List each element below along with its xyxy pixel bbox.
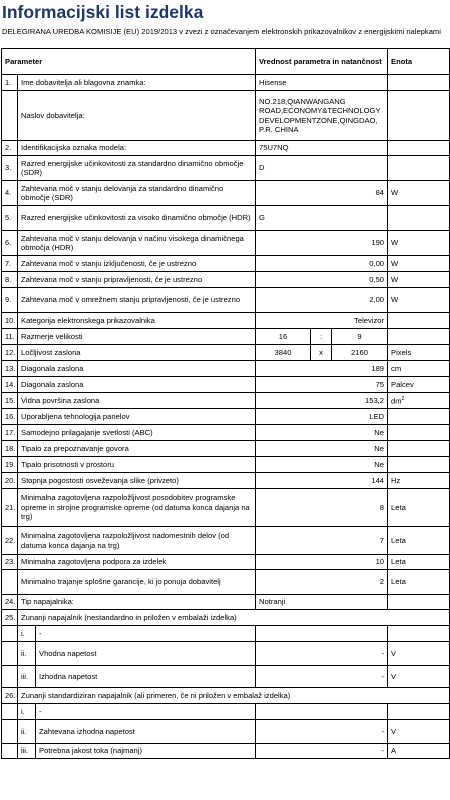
table-row	[2, 231, 450, 256]
subrow-label: Potrebna jakost toka (najmanj)	[36, 744, 256, 759]
row-label: Minimalna zagotovljena razpoložljivost posodobitev programske opreme in strojne programske opreme (od datuma konca dajanja na trg)	[18, 489, 256, 527]
row-unit	[388, 457, 450, 473]
row-number: 23.	[2, 555, 18, 570]
row-unit	[388, 595, 450, 610]
subrow-number: i.	[18, 704, 36, 720]
row-number: 17.	[2, 425, 18, 441]
row-label: Identifikacijska oznaka modela:	[18, 141, 256, 156]
table-row	[2, 377, 450, 393]
row-unit: Palcev	[388, 377, 450, 393]
row-label: Stopnja pogostosti osveževanja slike (privzeto)	[18, 473, 256, 489]
table-row	[2, 91, 450, 141]
row-number: 25.	[2, 610, 18, 626]
row-label: Razred energijske učinkovitosti za visoko dinamično območje (HDR)	[18, 206, 256, 231]
row-number: 12.	[2, 345, 18, 361]
row-unit: W	[388, 272, 450, 288]
row-value: 0,00	[256, 256, 388, 272]
row-number	[2, 744, 18, 759]
row-unit: W	[388, 181, 450, 206]
row-label: Minimalna zagotovljena razpoložljivost nadomestnih delov (od datuma konca dajanja na trg)	[18, 527, 256, 555]
table-row	[2, 489, 450, 527]
subrow-number: i.	[18, 626, 36, 642]
row-unit	[388, 91, 450, 141]
table-row	[2, 527, 450, 555]
row-label: Razmerje velikosti	[18, 329, 256, 345]
unit-text: dm	[391, 396, 402, 406]
row-number: 4.	[2, 181, 18, 206]
table-row	[2, 156, 450, 181]
row-number: 2.	[2, 141, 18, 156]
subrow-value	[256, 704, 388, 720]
row-number: 26.	[2, 688, 18, 704]
row-unit: Pixels	[388, 345, 450, 361]
table-row	[2, 595, 450, 610]
subrow-number: ii.	[18, 642, 36, 666]
table-row	[2, 206, 450, 231]
subrow-value: -	[256, 666, 388, 688]
table-row	[2, 75, 450, 91]
table-row	[2, 441, 450, 457]
row-label: Tipalo prisotnosti v prostoru	[18, 457, 256, 473]
row-label: Zunanji standardiziran napajalnik (ali primeren, če ni priložen v embalaž izdelka)	[18, 688, 450, 704]
subrow-value: -	[256, 720, 388, 744]
row-number	[2, 91, 18, 141]
row-label: Tipalo za prepoznavanje govora	[18, 441, 256, 457]
table-row	[2, 288, 450, 313]
table-row	[2, 688, 450, 704]
row-value: 0,50	[256, 272, 388, 288]
row-label: Zahtevana moč v stanju delovanja v načinu visokega dinamičnega območja (HDR)	[18, 231, 256, 256]
row-number: 3.	[2, 156, 18, 181]
row-number: 7.	[2, 256, 18, 272]
row-value: LED	[256, 409, 388, 425]
row-label: Ločljivost zaslona	[18, 345, 256, 361]
row-unit	[388, 393, 450, 409]
subrow-number: ii.	[18, 720, 36, 744]
row-label: Zahtevana moč v stanju pripravljenosti, če je ustrezno	[18, 272, 256, 288]
product-info-table	[1, 48, 450, 759]
page-title: Informacijski list izdelka	[2, 2, 204, 22]
unit-superscript: 2	[401, 395, 405, 402]
subrow-label: Vhodna napetost	[36, 642, 256, 666]
row-number: 6.	[2, 231, 18, 256]
row-value: 8	[256, 489, 388, 527]
row-unit: W	[388, 231, 450, 256]
row-unit: Leta	[388, 570, 450, 595]
header-value: Vrednost parametra in natančnost	[256, 49, 388, 75]
row-unit: Leta	[388, 489, 450, 527]
table-row	[2, 141, 450, 156]
row-value: Notranji	[256, 595, 388, 610]
aspect-width: 16	[256, 329, 311, 345]
row-value: G	[256, 206, 388, 231]
table-subrow	[2, 626, 450, 642]
row-unit: W	[388, 288, 450, 313]
row-unit: Hz	[388, 473, 450, 489]
row-unit: Leta	[388, 555, 450, 570]
row-number	[2, 666, 18, 688]
table-row	[2, 313, 450, 329]
row-label: Zahtevana moč v omrežnem stanju pripravljenosti, če je ustrezno	[18, 288, 256, 313]
row-label: Vidna površina zaslona	[18, 393, 256, 409]
subrow-unit	[388, 626, 450, 642]
header-parameter: Parameter	[2, 49, 256, 75]
table-subrow	[2, 666, 450, 688]
table-subrow	[2, 704, 450, 720]
row-value: 2,00	[256, 288, 388, 313]
table-row	[2, 181, 450, 206]
row-label: Minimalno trajanje splošne garancije, ki jo ponuja dobavitelj	[18, 570, 256, 595]
row-label: Diagonala zaslona	[18, 361, 256, 377]
table-subrow	[2, 744, 450, 759]
row-value: NO.218,QIANWANGANG ROAD,ECONOMY&TECHNOLOGY DEVELOPMENTZONE,QINGDAO, P.R. CHINA	[256, 91, 388, 141]
row-number: 22.	[2, 527, 18, 555]
row-value: Ne	[256, 441, 388, 457]
row-unit	[388, 329, 450, 345]
row-value: 2	[256, 570, 388, 595]
row-label: Minimalna zagotovljena podpora za izdelek	[18, 555, 256, 570]
row-value: 75	[256, 377, 388, 393]
subrow-value: -	[256, 744, 388, 759]
row-label: Ime dobavitelja ali blagovna znamka:	[18, 75, 256, 91]
row-label: Samodejno prilagajanje svetlosti (ABC)	[18, 425, 256, 441]
aspect-separator: :	[311, 329, 332, 345]
row-number: 18.	[2, 441, 18, 457]
row-unit	[388, 425, 450, 441]
row-unit	[388, 441, 450, 457]
table-row	[2, 393, 450, 409]
row-value: 75U7NQ	[256, 141, 388, 156]
row-value: Ne	[256, 457, 388, 473]
row-label: Uporabljena tehnologija panelov	[18, 409, 256, 425]
table-row	[2, 345, 450, 361]
subrow-value: -	[256, 642, 388, 666]
table-row	[2, 361, 450, 377]
table-header-row	[2, 49, 450, 75]
subrow-unit: V	[388, 666, 450, 688]
table-row	[2, 610, 450, 626]
resolution-width: 3840	[256, 345, 311, 361]
row-number	[2, 704, 18, 720]
row-unit	[388, 141, 450, 156]
row-number: 13.	[2, 361, 18, 377]
row-value: 144	[256, 473, 388, 489]
row-number: 19.	[2, 457, 18, 473]
subrow-number: iii.	[18, 666, 36, 688]
row-label: Naslov dobavitelja:	[18, 91, 256, 141]
row-unit	[388, 409, 450, 425]
table-row	[2, 457, 450, 473]
row-value: 189	[256, 361, 388, 377]
row-unit	[388, 313, 450, 329]
table-row	[2, 256, 450, 272]
resolution-separator: x	[311, 345, 332, 361]
row-label: Zahtevana moč v stanju delovanja za standardno dinamično območje (SDR)	[18, 181, 256, 206]
row-label: Diagonala zaslona	[18, 377, 256, 393]
row-value: 190	[256, 231, 388, 256]
subrow-unit	[388, 704, 450, 720]
subrow-label: -	[36, 704, 256, 720]
row-label: Zunanji napajalnik (nestandardno in priložen v embalaži izdelka)	[18, 610, 450, 626]
row-unit: W	[388, 256, 450, 272]
row-number	[2, 570, 18, 595]
subrow-label: Izhodna napetost	[36, 666, 256, 688]
subrow-value	[256, 626, 388, 642]
row-unit: cm	[388, 361, 450, 377]
row-number	[2, 642, 18, 666]
table-row	[2, 473, 450, 489]
row-label: Zahtevana moč v stanju izključenosti, če je ustrezno	[18, 256, 256, 272]
table-subrow	[2, 642, 450, 666]
row-number: 5.	[2, 206, 18, 231]
table-subrow	[2, 720, 450, 744]
row-unit	[388, 75, 450, 91]
subrow-unit: A	[388, 744, 450, 759]
row-number: 1.	[2, 75, 18, 91]
row-value: 10	[256, 555, 388, 570]
row-number: 20.	[2, 473, 18, 489]
subrow-unit: V	[388, 720, 450, 744]
table-row	[2, 570, 450, 595]
subrow-label: Zahtevana izhodna napetost	[36, 720, 256, 744]
table-row	[2, 409, 450, 425]
row-number: 21.	[2, 489, 18, 527]
subrow-number: iii.	[18, 744, 36, 759]
row-number	[2, 626, 18, 642]
aspect-height: 9	[332, 329, 388, 345]
table-row	[2, 425, 450, 441]
row-number	[2, 720, 18, 744]
row-value: Ne	[256, 425, 388, 441]
row-number: 11.	[2, 329, 18, 345]
row-value: Hisense	[256, 75, 388, 91]
subrow-label: -	[36, 626, 256, 642]
row-value: 84	[256, 181, 388, 206]
row-label: Kategorija elektronskega prikazovalnika	[18, 313, 256, 329]
row-number: 8.	[2, 272, 18, 288]
table-row	[2, 329, 450, 345]
row-number: 14.	[2, 377, 18, 393]
row-value: 153,2	[256, 393, 388, 409]
row-number: 15.	[2, 393, 18, 409]
row-value: D	[256, 156, 388, 181]
row-value: Televizor	[256, 313, 388, 329]
row-label: Razred energijske učinkovitosti za standardno dinamično območje (SDR)	[18, 156, 256, 181]
row-number: 9.	[2, 288, 18, 313]
row-number: 10.	[2, 313, 18, 329]
row-unit	[388, 206, 450, 231]
resolution-height: 2160	[332, 345, 388, 361]
row-number: 16.	[2, 409, 18, 425]
row-unit: Leta	[388, 527, 450, 555]
header-unit: Enota	[388, 49, 450, 75]
table-row	[2, 272, 450, 288]
subrow-unit: V	[388, 642, 450, 666]
row-unit	[388, 156, 450, 181]
page-subtitle: DELEGIRANA UREDBA KOMISIJE (EU) 2019/2013 v zvezi z označevanjem elektronskih prikazovalnikov z energijskimi nalepkami	[2, 27, 441, 36]
table-row	[2, 555, 450, 570]
row-value: 7	[256, 527, 388, 555]
row-number: 24.	[2, 595, 18, 610]
row-label: Tip napajalnika:	[18, 595, 256, 610]
